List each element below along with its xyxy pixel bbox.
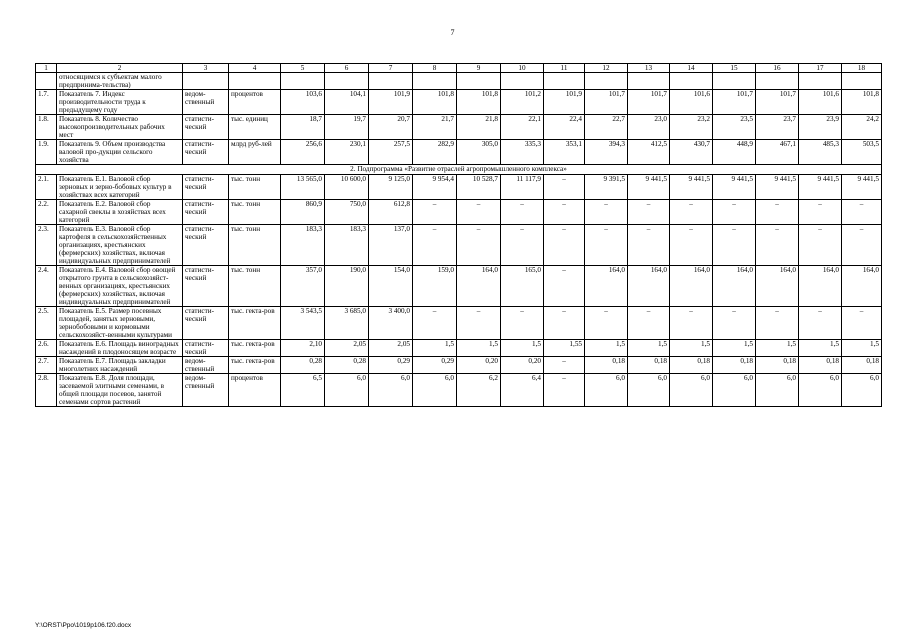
value-cell: 485,3 (799, 140, 842, 165)
column-number-cell: 13 (628, 64, 670, 73)
value-cell: 10 600,0 (325, 175, 369, 200)
value-cell: – (413, 225, 457, 266)
value-cell: 6,2 (457, 374, 501, 407)
value-cell: 101,6 (799, 90, 842, 115)
value-cell: 23,0 (628, 115, 670, 140)
value-cell (842, 73, 882, 90)
value-cell: 10 528,7 (457, 175, 501, 200)
value-cell: 305,0 (457, 140, 501, 165)
unit-cell: тыс. тонн (229, 200, 281, 225)
value-cell (628, 73, 670, 90)
value-cell: 9 441,5 (713, 175, 756, 200)
value-cell: 2,05 (325, 340, 369, 357)
value-cell: – (501, 225, 544, 266)
value-cell: – (628, 225, 670, 266)
value-cell: – (544, 175, 585, 200)
column-number-cell: 11 (544, 64, 585, 73)
value-cell: 6,0 (670, 374, 713, 407)
column-number-cell: 4 (229, 64, 281, 73)
value-cell: 0,18 (799, 357, 842, 374)
table-row (36, 225, 882, 266)
column-number-cell: 9 (457, 64, 501, 73)
table-row (36, 374, 882, 407)
value-cell: 9 125,0 (369, 175, 413, 200)
value-cell: – (756, 200, 799, 225)
value-cell: 9 441,5 (799, 175, 842, 200)
value-cell: 101,6 (670, 90, 713, 115)
value-cell: 159,0 (413, 266, 457, 307)
indicator-name-cell: Показатель Е.4. Валовой сбор овощей открытого грунта в сельскохозяйст-венных организациях, крестьянских (фермерских) хозяйствах, включая индивидуальных предпринимателей (57, 266, 183, 307)
row-number-cell: 1.8. (36, 115, 57, 140)
value-cell: – (799, 200, 842, 225)
value-cell: 183,3 (281, 225, 325, 266)
indicator-name-cell: относящимся к субъектам малого предпринима-тельства) (57, 73, 183, 90)
value-cell: 164,0 (799, 266, 842, 307)
value-cell: – (501, 307, 544, 340)
value-cell: 6,0 (628, 374, 670, 407)
value-cell (585, 73, 628, 90)
column-number-cell: 18 (842, 64, 882, 73)
value-cell: 0,20 (501, 357, 544, 374)
section-heading-row (36, 165, 882, 175)
value-cell: 164,0 (670, 266, 713, 307)
value-cell: 3 685,0 (325, 307, 369, 340)
value-cell: – (713, 225, 756, 266)
value-cell: 23,9 (799, 115, 842, 140)
data-source-cell (183, 73, 229, 90)
value-cell: 164,0 (628, 266, 670, 307)
value-cell: 101,8 (413, 90, 457, 115)
indicators-table (35, 63, 882, 407)
value-cell: 6,0 (369, 374, 413, 407)
table-row (36, 340, 882, 357)
row-number-cell: 2.2. (36, 200, 57, 225)
value-cell: 1,5 (413, 340, 457, 357)
value-cell: 13 565,0 (281, 175, 325, 200)
unit-cell: тыс. тонн (229, 225, 281, 266)
value-cell: 164,0 (457, 266, 501, 307)
value-cell: 1,55 (544, 340, 585, 357)
value-cell: – (628, 307, 670, 340)
value-cell: 394,3 (585, 140, 628, 165)
value-cell: 357,0 (281, 266, 325, 307)
column-number-cell: 15 (713, 64, 756, 73)
row-number-cell: 2.4. (36, 266, 57, 307)
value-cell (756, 73, 799, 90)
value-cell: 0,18 (670, 357, 713, 374)
value-cell: 3 543,5 (281, 307, 325, 340)
value-cell: 165,0 (501, 266, 544, 307)
value-cell: 0,18 (842, 357, 882, 374)
value-cell: 1,5 (799, 340, 842, 357)
value-cell: 101,8 (457, 90, 501, 115)
indicator-name-cell: Показатель Е.1. Валовой сбор зерновых и зерно-бобовых культур в хозяйствах всех категорий (57, 175, 183, 200)
value-cell: 6,0 (585, 374, 628, 407)
table-row (36, 357, 882, 374)
value-cell: 11 117,9 (501, 175, 544, 200)
value-cell: 154,0 (369, 266, 413, 307)
column-number-cell: 1 (36, 64, 57, 73)
data-source-cell: статисти-ческий (183, 200, 229, 225)
value-cell: 21,7 (413, 115, 457, 140)
value-cell: 448,9 (713, 140, 756, 165)
data-source-cell: ведом-ственный (183, 357, 229, 374)
value-cell: 24,2 (842, 115, 882, 140)
value-cell: 9 441,5 (756, 175, 799, 200)
value-cell: 0,29 (369, 357, 413, 374)
value-cell: – (585, 307, 628, 340)
value-cell: 101,9 (369, 90, 413, 115)
value-cell: – (842, 225, 882, 266)
column-number-cell: 6 (325, 64, 369, 73)
indicator-name-cell: Показатель Е.3. Валовой сбор картофеля в сельскохозяйственных организациях, крестьянских (фермерских) хозяйствах, включая индивидуальных предпринимателей (57, 225, 183, 266)
table-header-row (36, 64, 882, 73)
unit-cell: млрд руб-лей (229, 140, 281, 165)
value-cell: 9 441,5 (842, 175, 882, 200)
data-source-cell: статисти-ческий (183, 266, 229, 307)
value-cell: – (501, 200, 544, 225)
value-cell: 1,5 (756, 340, 799, 357)
value-cell (544, 73, 585, 90)
column-number-cell: 14 (670, 64, 713, 73)
value-cell: 467,1 (756, 140, 799, 165)
value-cell: 0,20 (457, 357, 501, 374)
data-source-cell: статисти-ческий (183, 175, 229, 200)
value-cell: 0,18 (628, 357, 670, 374)
indicator-name-cell: Показатель Е.5. Размер посевных площадей, занятых зерновыми, зернобобовыми и кормовыми сельскохозяйст-венными культурами (57, 307, 183, 340)
value-cell: – (544, 225, 585, 266)
value-cell: 23,2 (670, 115, 713, 140)
data-source-cell: ведом-ственный (183, 374, 229, 407)
value-cell: – (585, 200, 628, 225)
value-cell: – (457, 307, 501, 340)
row-number-cell: 2.6. (36, 340, 57, 357)
value-cell: 257,5 (369, 140, 413, 165)
value-cell: – (842, 200, 882, 225)
value-cell: 9 441,5 (670, 175, 713, 200)
value-cell: 190,0 (325, 266, 369, 307)
value-cell: 6,4 (501, 374, 544, 407)
section-heading: 2. Подпрограмма «Развитие отраслей агропромышленного комплекса» (36, 165, 882, 175)
value-cell: – (842, 307, 882, 340)
unit-cell: тыс. тонн (229, 266, 281, 307)
value-cell: 335,3 (501, 140, 544, 165)
table-row (36, 90, 882, 115)
value-cell: 230,1 (325, 140, 369, 165)
value-cell: 6,0 (413, 374, 457, 407)
value-cell: – (670, 200, 713, 225)
table-row (36, 307, 882, 340)
value-cell: 6,0 (325, 374, 369, 407)
column-number-cell: 2 (57, 64, 183, 73)
row-number-cell: 1.9. (36, 140, 57, 165)
value-cell: 0,28 (325, 357, 369, 374)
unit-cell: процентов (229, 90, 281, 115)
table-row (36, 200, 882, 225)
value-cell: 9 954,4 (413, 175, 457, 200)
page-number: 7 (450, 28, 455, 37)
data-source-cell: статисти-ческий (183, 115, 229, 140)
value-cell: 21,8 (457, 115, 501, 140)
value-cell (713, 73, 756, 90)
unit-cell: тыс. гекта-ров (229, 340, 281, 357)
column-number-cell: 3 (183, 64, 229, 73)
value-cell: 6,0 (756, 374, 799, 407)
table-row (36, 266, 882, 307)
value-cell: 0,28 (281, 357, 325, 374)
value-cell: – (585, 225, 628, 266)
value-cell: 164,0 (713, 266, 756, 307)
value-cell: 6,0 (842, 374, 882, 407)
value-cell: 0,18 (756, 357, 799, 374)
file-path-footer: Y:\ORST\Ppo\1019p106.f20.docx (35, 622, 132, 629)
data-source-cell: статисти-ческий (183, 225, 229, 266)
indicator-name-cell: Показатель 7. Индекс производительности труда к предыдущему году (57, 90, 183, 115)
value-cell: – (544, 200, 585, 225)
value-cell: 1,5 (501, 340, 544, 357)
column-number-cell: 16 (756, 64, 799, 73)
value-cell: 23,5 (713, 115, 756, 140)
value-cell: 6,0 (799, 374, 842, 407)
value-cell: 412,5 (628, 140, 670, 165)
value-cell: 430,7 (670, 140, 713, 165)
column-number-cell: 12 (585, 64, 628, 73)
value-cell: 164,0 (585, 266, 628, 307)
data-source-cell: статисти-ческий (183, 307, 229, 340)
value-cell (501, 73, 544, 90)
value-cell: – (457, 225, 501, 266)
value-cell: 22,7 (585, 115, 628, 140)
value-cell: 2,05 (369, 340, 413, 357)
unit-cell: тыс. тонн (229, 175, 281, 200)
value-cell: – (670, 307, 713, 340)
value-cell (325, 73, 369, 90)
value-cell: – (413, 307, 457, 340)
column-number-cell: 7 (369, 64, 413, 73)
value-cell: – (756, 225, 799, 266)
value-cell: 2,10 (281, 340, 325, 357)
indicator-name-cell: Показатель Е.6. Площадь виноградных насаждений в плодоносящем возрасте (57, 340, 183, 357)
value-cell: – (544, 357, 585, 374)
value-cell: 22,4 (544, 115, 585, 140)
data-source-cell: статисти-ческий (183, 340, 229, 357)
value-cell: 0,18 (713, 357, 756, 374)
value-cell: 22,1 (501, 115, 544, 140)
value-cell (457, 73, 501, 90)
value-cell: 101,7 (628, 90, 670, 115)
value-cell: 101,9 (544, 90, 585, 115)
value-cell: 1,5 (457, 340, 501, 357)
value-cell: 101,7 (713, 90, 756, 115)
value-cell: 19,7 (325, 115, 369, 140)
value-cell (670, 73, 713, 90)
row-number-cell: 1.7. (36, 90, 57, 115)
indicator-name-cell: Показатель Е.2. Валовой сбор сахарной свеклы в хозяйствах всех категорий (57, 200, 183, 225)
table-row (36, 115, 882, 140)
value-cell: 9 441,5 (628, 175, 670, 200)
value-cell: 183,3 (325, 225, 369, 266)
value-cell: – (544, 266, 585, 307)
value-cell: 503,5 (842, 140, 882, 165)
row-number-cell: 2.1. (36, 175, 57, 200)
value-cell: 1,5 (628, 340, 670, 357)
column-number-cell: 10 (501, 64, 544, 73)
value-cell: 6,5 (281, 374, 325, 407)
value-cell: – (544, 374, 585, 407)
value-cell: 1,5 (842, 340, 882, 357)
column-number-cell: 8 (413, 64, 457, 73)
value-cell (369, 73, 413, 90)
value-cell: 103,6 (281, 90, 325, 115)
column-number-cell: 17 (799, 64, 842, 73)
value-cell: 101,8 (842, 90, 882, 115)
value-cell: 3 400,0 (369, 307, 413, 340)
row-number-cell: 2.5. (36, 307, 57, 340)
value-cell: 353,1 (544, 140, 585, 165)
row-number-cell (36, 73, 57, 90)
value-cell: 23,7 (756, 115, 799, 140)
value-cell: 1,5 (670, 340, 713, 357)
value-cell: 101,7 (756, 90, 799, 115)
value-cell: 18,7 (281, 115, 325, 140)
value-cell: 104,1 (325, 90, 369, 115)
value-cell: – (457, 200, 501, 225)
value-cell (281, 73, 325, 90)
data-source-cell: ведом-ственный (183, 90, 229, 115)
value-cell (799, 73, 842, 90)
indicator-name-cell: Показатель Е.8. Доля площади, засеваемой элитными семенами, в общей площади посевов, занятой семенами сортов растений (57, 374, 183, 407)
value-cell: 750,0 (325, 200, 369, 225)
unit-cell: тыс. единиц (229, 115, 281, 140)
value-cell: 860,9 (281, 200, 325, 225)
table-row (36, 175, 882, 200)
table-row (36, 73, 882, 90)
column-number-cell: 5 (281, 64, 325, 73)
table-row (36, 140, 882, 165)
value-cell: 1,5 (713, 340, 756, 357)
indicator-name-cell: Показатель 8. Количество высокопроизводительных рабочих мест (57, 115, 183, 140)
value-cell: 20,7 (369, 115, 413, 140)
unit-cell: тыс. гекта-ров (229, 357, 281, 374)
row-number-cell: 2.7. (36, 357, 57, 374)
indicator-name-cell: Показатель 9. Объем производства валовой про-дукции сельского хозяйства (57, 140, 183, 165)
value-cell: – (799, 225, 842, 266)
value-cell: 137,0 (369, 225, 413, 266)
value-cell: 256,6 (281, 140, 325, 165)
value-cell: 1,5 (585, 340, 628, 357)
value-cell: 101,7 (585, 90, 628, 115)
value-cell: 612,8 (369, 200, 413, 225)
value-cell: – (670, 225, 713, 266)
value-cell: 6,0 (713, 374, 756, 407)
row-number-cell: 2.8. (36, 374, 57, 407)
data-source-cell: статисти-ческий (183, 140, 229, 165)
value-cell: – (713, 307, 756, 340)
value-cell: – (713, 200, 756, 225)
row-number-cell: 2.3. (36, 225, 57, 266)
value-cell: – (756, 307, 799, 340)
value-cell: 101,2 (501, 90, 544, 115)
unit-cell: тыс. гекта-ров (229, 307, 281, 340)
value-cell: – (544, 307, 585, 340)
unit-cell (229, 73, 281, 90)
value-cell: – (413, 200, 457, 225)
unit-cell: процентов (229, 374, 281, 407)
value-cell: 164,0 (842, 266, 882, 307)
indicator-name-cell: Показатель Е.7. Площадь закладки многолетних насаждений (57, 357, 183, 374)
value-cell: 0,18 (585, 357, 628, 374)
value-cell: 0,29 (413, 357, 457, 374)
value-cell: 164,0 (756, 266, 799, 307)
value-cell: 282,9 (413, 140, 457, 165)
value-cell: – (628, 200, 670, 225)
value-cell: – (799, 307, 842, 340)
value-cell (413, 73, 457, 90)
value-cell: 9 391,5 (585, 175, 628, 200)
